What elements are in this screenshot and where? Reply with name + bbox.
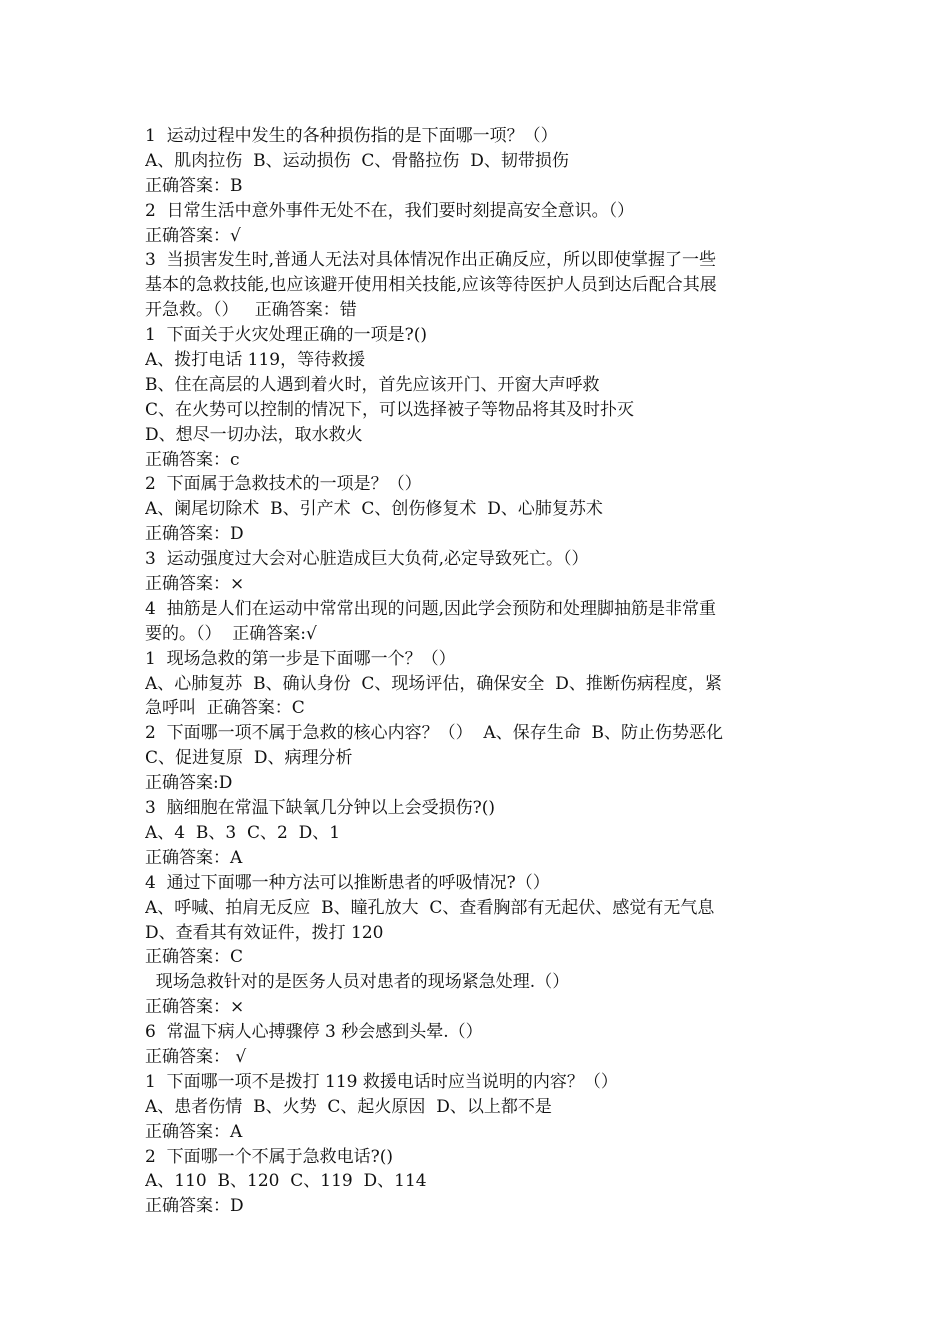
answer-line: 正确答案：c: [145, 449, 240, 470]
options-line: A、110 B、120 C、119 D、114: [145, 1171, 427, 1192]
options-line: D、查看其有效证件，拨打 120: [145, 922, 384, 943]
options-line: A、呼喊、拍肩无反应 B、瞳孔放大 C、查看胸部有无起伏、感觉有无气息: [145, 897, 715, 918]
question-answer-line: 开急救。（） 正确答案：错: [145, 300, 357, 321]
options-answer-line: 急呼叫 正确答案：C: [145, 698, 305, 719]
answer-line: 正确答案：×: [145, 997, 245, 1018]
question-line: 4 抽筋是人们在运动中常常出现的问题,因此学会预防和处理脚抽筋是非常重: [145, 598, 717, 619]
option-line: D、想尽一切办法，取水救火: [145, 424, 363, 445]
options-line: A、阑尾切除术 B、引产术 C、创伤修复术 D、心肺复苏术: [145, 499, 603, 520]
question-answer-line: 要的。（） 正确答案:√: [145, 623, 317, 644]
options-line: C、促进复原 D、病理分析: [145, 748, 353, 769]
question-line: 基本的急救技能,也应该避开使用相关技能,应该等待医护人员到达后配合其展: [145, 275, 717, 296]
question-line: 2 下面哪一个不属于急救电话?(): [145, 1146, 394, 1167]
options-line: A、4 B、3 C、2 D、1: [145, 822, 341, 843]
question-line: 现场急救针对的是医务人员对患者的现场紧急处理.（）: [145, 972, 570, 993]
answer-line: 正确答案：A: [145, 1121, 243, 1142]
options-line: A、患者伤情 B、火势 C、起火原因 D、以上都不是: [145, 1096, 552, 1117]
question-line: 6 常温下病人心搏骤停 3 秒会感到头晕.（）: [145, 1022, 483, 1043]
options-line: A、肌肉拉伤 B、运动损伤 C、骨骼拉伤 D、韧带损伤: [145, 150, 569, 171]
option-line: A、拨打电话 119，等待救援: [145, 350, 366, 371]
answer-line: 正确答案：D: [145, 524, 244, 545]
question-line: 3 脑细胞在常温下缺氧几分钟以上会受损伤?(): [145, 798, 496, 819]
answer-line: 正确答案：×: [145, 574, 245, 595]
option-line: B、住在高层的人遇到着火时，首先应该开门、开窗大声呼救: [145, 374, 600, 395]
question-line: 4 通过下面哪一种方法可以推断患者的呼吸情况?（）: [145, 872, 550, 893]
question-line: 1 现场急救的第一步是下面哪一个？（）: [145, 648, 456, 669]
question-line: 2 下面属于急救技术的一项是？（）: [145, 474, 422, 495]
option-line: C、在火势可以控制的情况下，可以选择被子等物品将其及时扑灭: [145, 399, 635, 420]
question-line: 3 当损害发生时,普通人无法对具体情况作出正确反应，所以即使掌握了一些: [145, 250, 717, 271]
question-options-line: 2 下面哪一项不属于急救的核心内容？（） A、保存生命 B、防止伤势恶化: [145, 723, 724, 744]
question-line: 1 下面哪一项不是拨打 119 救援电话时应当说明的内容？（）: [145, 1071, 618, 1092]
answer-line: 正确答案： √: [145, 1046, 247, 1067]
answer-line: 正确答案：√: [145, 225, 241, 246]
answer-line: 正确答案：D: [145, 1196, 244, 1217]
question-line: 3 运动强度过大会对心脏造成巨大负荷,必定导致死亡。（）: [145, 549, 589, 570]
answer-line: 正确答案:D: [145, 773, 233, 794]
question-line: 1 下面关于火灾处理正确的一项是?(): [145, 325, 428, 346]
answer-line: 正确答案：B: [145, 175, 243, 196]
answer-line: 正确答案：A: [145, 847, 243, 868]
document-body: [145, 124, 810, 1219]
question-line: 1 运动过程中发生的各种损伤指的是下面哪一项？（）: [145, 126, 558, 146]
options-line: A、心肺复苏 B、确认身份 C、现场评估，确保安全 D、推断伤病程度，紧: [145, 673, 722, 694]
question-line: 2 日常生活中意外事件无处不在，我们要时刻提高安全意识。（）: [145, 200, 635, 221]
answer-line: 正确答案：C: [145, 947, 244, 968]
